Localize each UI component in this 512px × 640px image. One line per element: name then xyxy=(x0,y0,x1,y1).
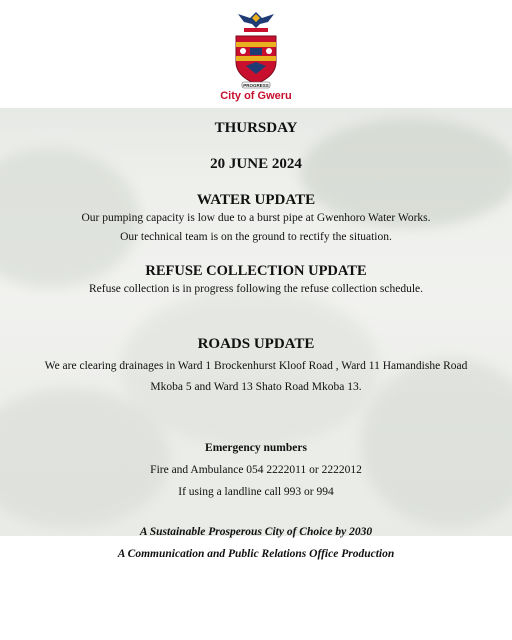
roads-update-line-2: Mkoba 5 and Ward 13 Shato Road Mkoba 13. xyxy=(150,381,362,393)
logo-motto: PROGRESS xyxy=(243,83,269,88)
emergency-line-1: Fire and Ambulance 054 2222011 or 2222012 xyxy=(150,464,362,476)
roads-update-line-1: We are clearing drainages in Ward 1 Brockenhurst Kloof Road , Ward 11 Hamandishe Road xyxy=(44,360,468,372)
refuse-update-heading: REFUSE COLLECTION UPDATE xyxy=(145,263,367,279)
header xyxy=(0,0,512,108)
emergency-numbers-heading: Emergency numbers xyxy=(205,442,307,454)
city-of-gweru-logo xyxy=(216,4,296,104)
date-heading: 20 JUNE 2024 xyxy=(210,156,302,172)
footer-slogan: A Sustainable Prosperous City of Choice by 2030 xyxy=(139,526,373,538)
water-update-heading: WATER UPDATE xyxy=(196,192,316,208)
logo-city-name: City of Gweru xyxy=(220,90,292,102)
water-update-line-2: Our technical team is on the ground to rectify the situation. xyxy=(120,231,392,243)
refuse-update-line-1: Refuse collection is in progress following the refuse collection schedule. xyxy=(88,283,424,295)
day-heading: THURSDAY xyxy=(214,120,298,136)
emergency-line-2: If using a landline call 993 or 994 xyxy=(178,486,334,498)
water-update-line-1: Our pumping capacity is low due to a burst pipe at Gwenhoro Water Works. xyxy=(81,212,431,224)
footer-production: A Communication and Public Relations Office Production xyxy=(117,548,395,560)
coat-of-arms-icon xyxy=(216,4,296,104)
roads-update-heading: ROADS UPDATE xyxy=(197,336,315,352)
